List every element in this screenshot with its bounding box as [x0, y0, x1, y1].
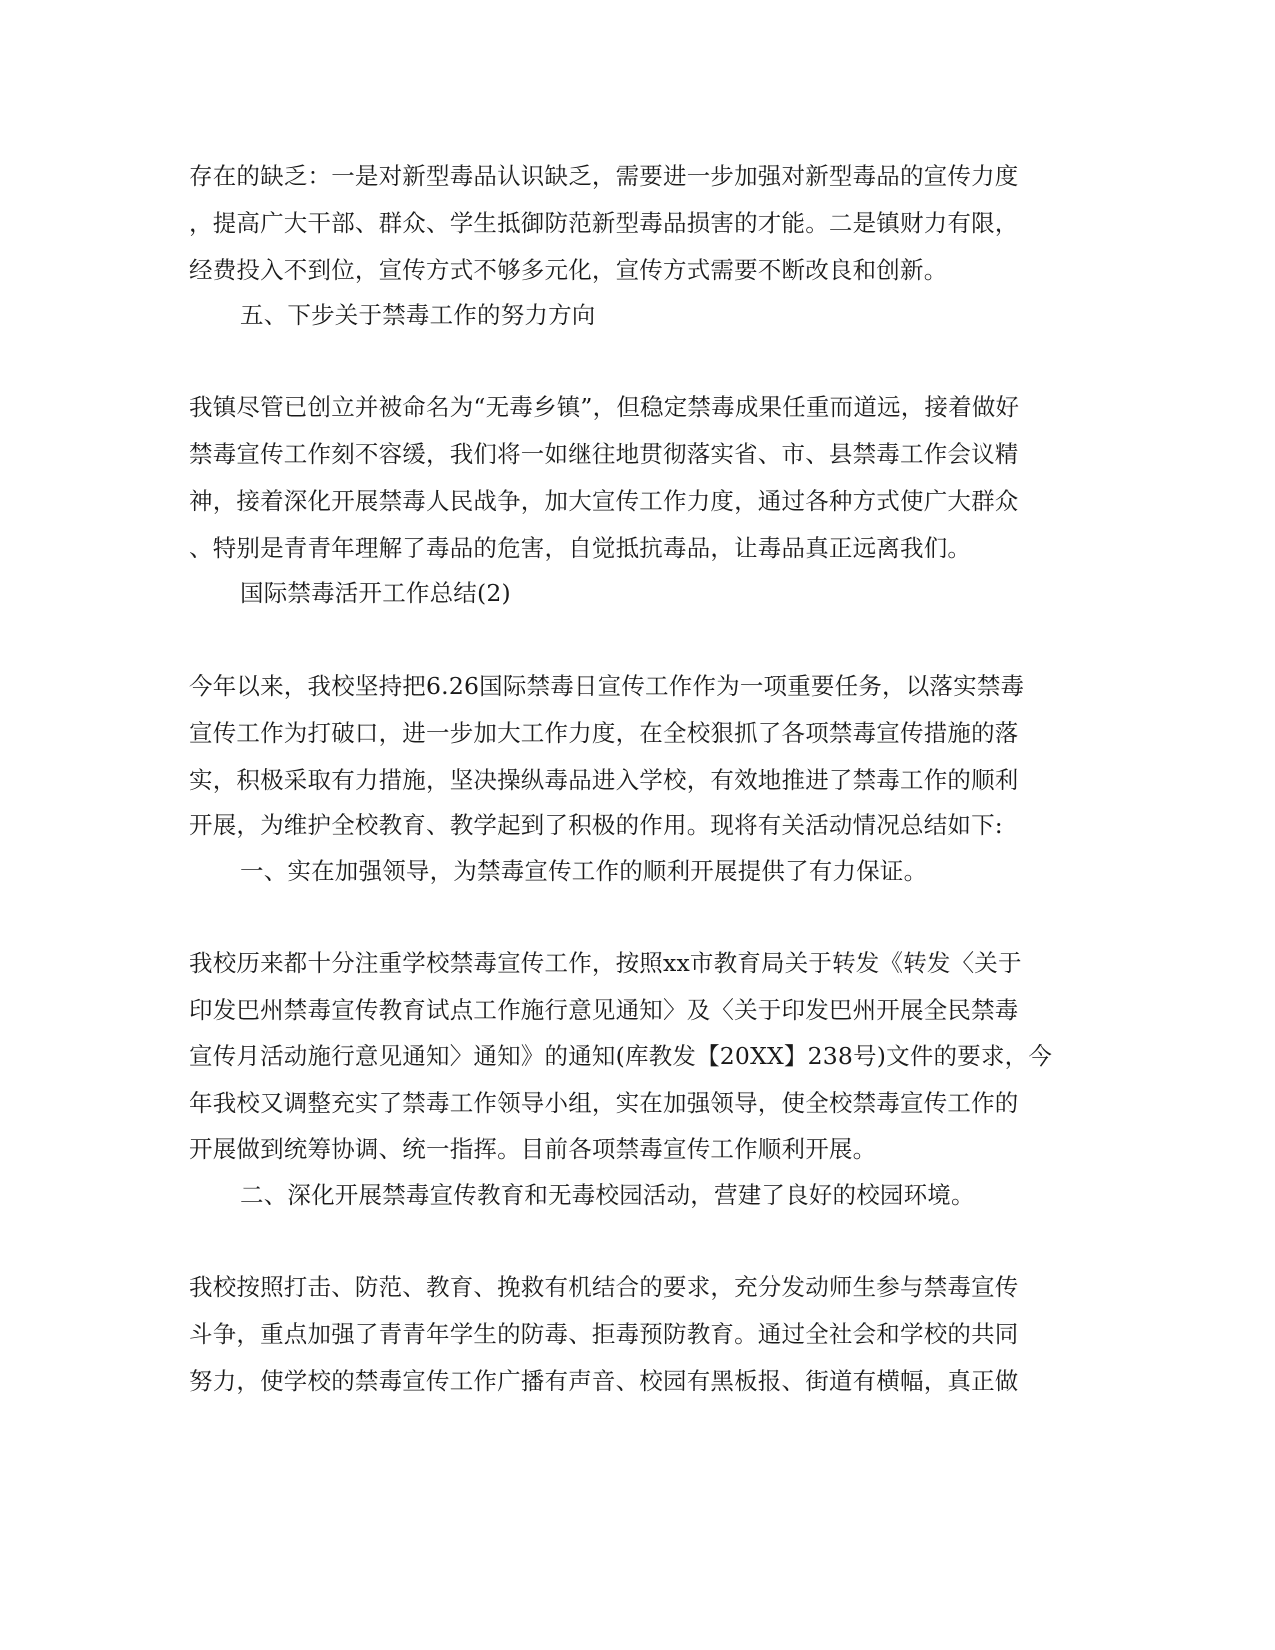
section-heading: 国际禁毒活开工作总结(2): [240, 579, 511, 607]
section-heading: 一、实在加强领导，为禁毒宣传工作的顺利开展提供了有力保证。: [240, 857, 928, 885]
body-text-line: 今年以来，我校坚持把6.26国际禁毒日宣传工作作为一项重要任务，以落实禁毒: [189, 672, 1025, 700]
body-text-line: 宣传工作为打破口，进一步加大工作力度，在全校狠抓了各项禁毒宣传措施的落: [189, 719, 1019, 747]
body-text-line: 努力，使学校的禁毒宣传工作广播有声音、校园有黑板报、街道有横幅，真正做: [189, 1367, 1019, 1395]
body-text-line: 印发巴州禁毒宣传教育试点工作施行意见通知〉及〈关于印发巴州开展全民禁毒: [189, 996, 1019, 1024]
body-text-line: 神，接着深化开展禁毒人民战争，加大宣传工作力度，通过各种方式使广大群众: [189, 487, 1019, 515]
body-text-line: 我校历来都十分注重学校禁毒宣传工作，按照xx市教育局关于转发《转发〈关于: [189, 949, 1022, 977]
body-text-line: 存在的缺乏：一是对新型毒品认识缺乏，需要进一步加强对新型毒品的宣传力度: [189, 162, 1019, 190]
body-text-line: 斗争，重点加强了青青年学生的防毒、拒毒预防教育。通过全社会和学校的共同: [189, 1320, 1019, 1348]
section-heading: 五、下步关于禁毒工作的努力方向: [240, 301, 596, 329]
body-text-line: 、特别是青青年理解了毒品的危害，自觉抵抗毒品，让毒品真正远离我们。: [189, 534, 972, 562]
body-text-line: 我校按照打击、防范、教育、挽救有机结合的要求，充分发动师生参与禁毒宣传: [189, 1273, 1019, 1301]
body-text-line: 禁毒宣传工作刻不容缓，我们将一如继往地贯彻落实省、市、县禁毒工作会议精: [189, 440, 1019, 468]
body-text-line: 年我校又调整充实了禁毒工作领导小组，实在加强领导，使全校禁毒宣传工作的: [189, 1089, 1019, 1117]
body-text-line: 实，积极采取有力措施，坚决操纵毒品进入学校，有效地推进了禁毒工作的顺利: [189, 766, 1019, 794]
body-text-line: 我镇尽管已创立并被命名为“无毒乡镇”，但稳定禁毒成果任重而道远，接着做好: [189, 393, 1020, 421]
body-text-line: 宣传月活动施行意见通知〉通知》的通知(库教发【20XX】238号)文件的要求，今: [189, 1042, 1053, 1070]
body-text-line: 开展，为维护全校教育、教学起到了积极的作用。现将有关活动情况总结如下:: [189, 811, 1003, 839]
body-text-line: ，提高广大干部、群众、学生抵御防范新型毒品损害的才能。二是镇财力有限，: [189, 209, 1019, 237]
body-text-line: 经费投入不到位，宣传方式不够多元化，宣传方式需要不断改良和创新。: [189, 256, 948, 284]
body-text-line: 开展做到统筹协调、统一指挥。目前各项禁毒宣传工作顺利开展。: [189, 1135, 877, 1163]
section-heading: 二、深化开展禁毒宣传教育和无毒校园活动，营建了良好的校园环境。: [240, 1181, 975, 1209]
